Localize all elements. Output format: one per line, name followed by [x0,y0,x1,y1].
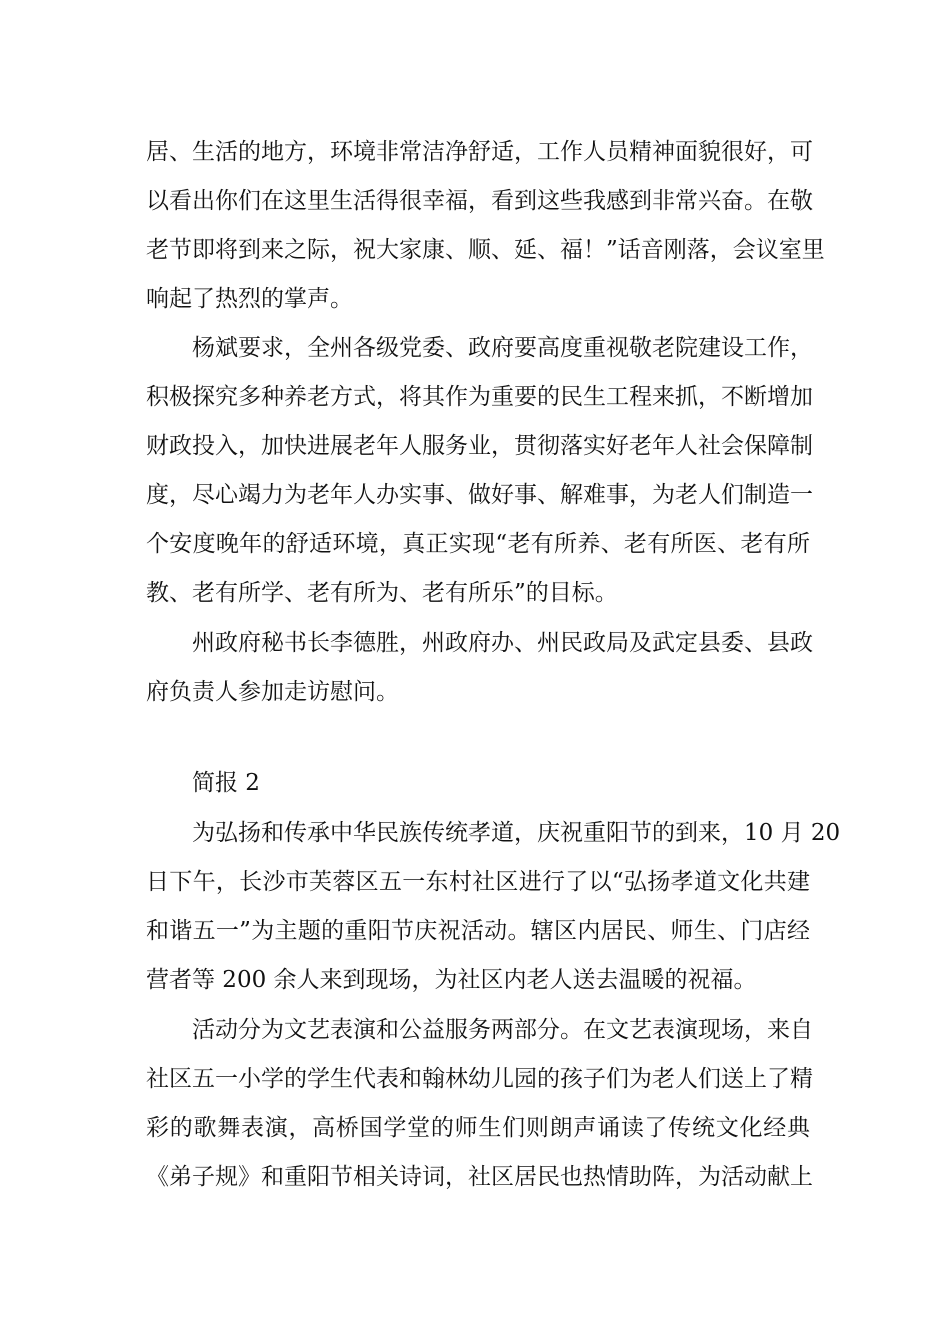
text-line: 活动分为文艺表演和公益服务两部分。在文艺表演现场，来自 [192,1017,813,1043]
text-line: 日下午，长沙市芙蓉区五一东村社区进行了以“弘扬孝道文化共建 [146,869,810,895]
text-line: 杨斌要求，全州各级党委、政府要高度重视敬老院建设工作， [192,335,813,361]
text-line: 为弘扬和传承中华民族传统孝道，庆祝重阳节的到来，10 月 20 [192,820,841,846]
text-line: 社区五一小学的学生代表和翰林幼儿园的孩子们为老人们送上了精 [146,1066,813,1092]
text-line: 积极探究多种养老方式，将其作为重要的民生工程来抓，不断增加 [146,384,813,410]
text-line: 教、老有所学、老有所为、老有所乐”的目标。 [146,580,618,606]
text-line: 府负责人参加走访慰问。 [146,679,399,705]
text-line: 《弟子规》和重阳节相关诗词，社区居民也热情助阵，为活动献上 [146,1164,813,1190]
text-line: 彩的歌舞表演，高桥国学堂的师生们则朗声诵读了传统文化经典 [146,1115,810,1141]
text-line: 以看出你们在这里生活得很幸福，看到这些我感到非常兴奋。在敬 [146,188,813,214]
text-line: 度，尽心竭力为老年人办实事、做好事、解难事，为老人们制造一 [146,482,813,508]
text-line: 州政府秘书长李德胜，州政府办、州民政局及武定县委、县政 [192,630,813,656]
text-line: 和谐五一”为主题的重阳节庆祝活动。辖区内居民、师生、门店经 [146,918,810,944]
text-line: 个安度晚年的舒适环境，真正实现“老有所养、老有所医、老有所 [146,531,810,557]
text-line: 居、生活的地方，环境非常洁净舒适，工作人员精神面貌很好，可 [146,139,813,165]
text-line: 营者等 200 余人来到现场，为社区内老人送去温暖的祝福。 [146,967,757,993]
text-line: 老节即将到来之际，祝大家康、顺、延、福！”话音刚落，会议室里 [146,237,825,263]
text-line: 响起了热烈的掌声。 [146,286,353,312]
text-line: 财政投入，加快进展老年人服务业，贯彻落实好老年人社会保障制 [146,433,813,459]
heading-text: 简报 2 [192,770,260,796]
